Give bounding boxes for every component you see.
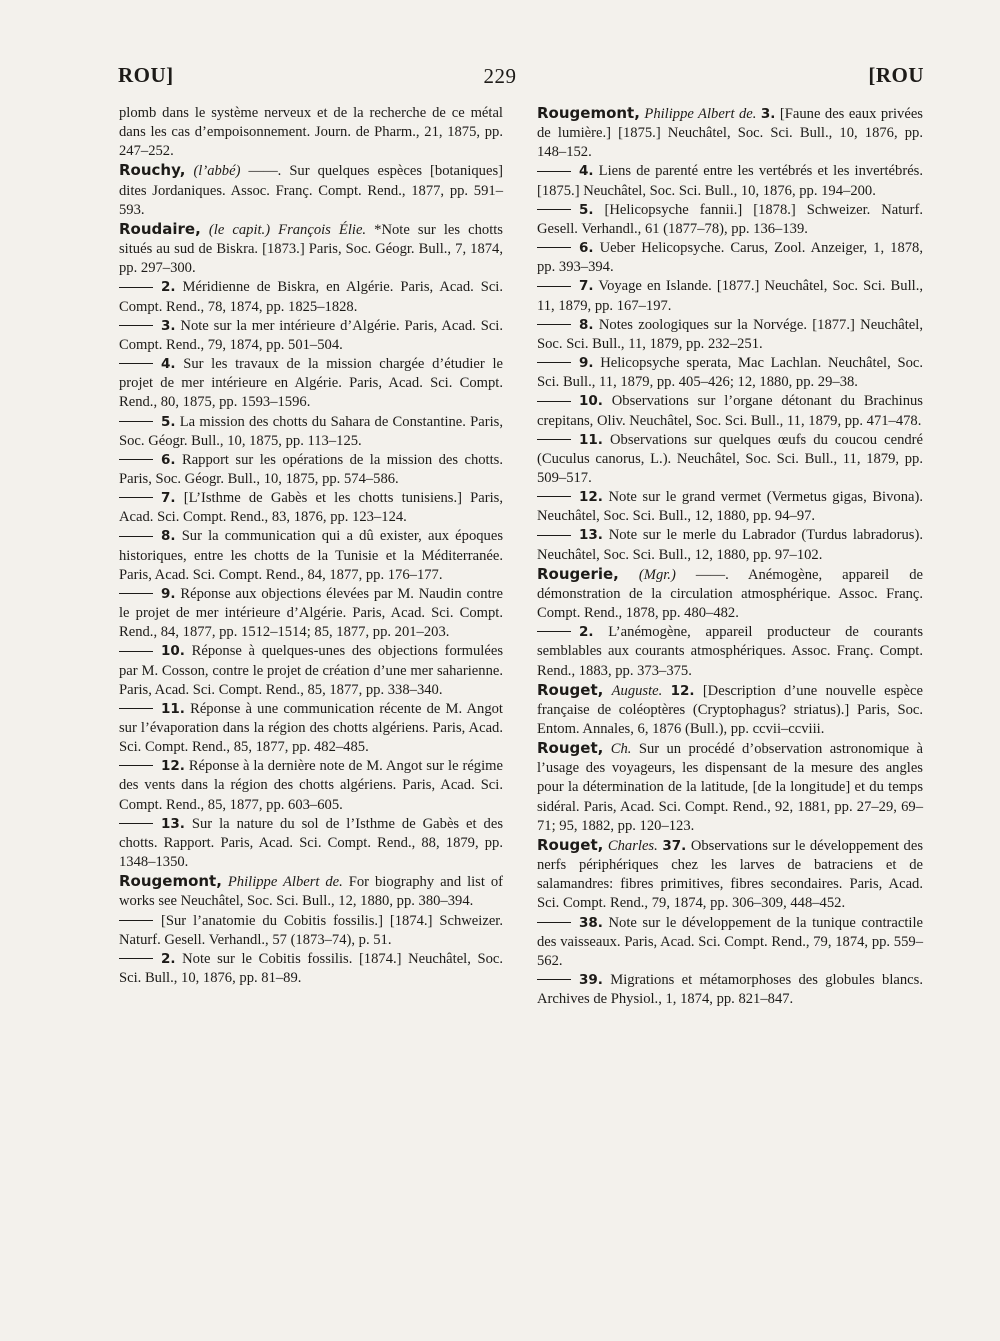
ditto-dash (119, 823, 153, 824)
author-given-name: (l’abbé) (193, 163, 241, 180)
ditto-dash (119, 459, 153, 460)
entry-number: 38. (579, 914, 603, 931)
bibliography-entry (119, 317, 503, 355)
entry-text: Réponse à quelques-unes des objections formulées par M. Cosson, contre le projet de création d’une mer saharienne. Paris, Acad. Sci. Compt. Rend., 85, 1877, pp. 338–340. (119, 643, 503, 698)
entry-text: Sur la communication qui a dû exister, aux époques historiques, entre les chotts de la Tunisie et la Méditerranée. Paris, Acad. Sci. Compt. Rend., 84, 1877, pp. 176–177. (119, 528, 503, 583)
ditto-dash (537, 439, 571, 440)
ditto-dash (537, 979, 571, 980)
bibliography-entry (537, 488, 923, 526)
bibliography-entry (119, 355, 503, 412)
entry-number: 11. (579, 431, 603, 448)
author-given-name: (le capit.) François Élie. (208, 221, 367, 238)
bibliography-entry (119, 451, 503, 489)
author-name: Rougerie, (537, 564, 619, 583)
bibliography-entry (537, 277, 923, 315)
ditto-dash (119, 287, 153, 288)
entry-number: 11. (161, 700, 185, 717)
ditto-dash (119, 651, 153, 652)
entry-text: Liens de parenté entre les vertébrés et les invertébrés. [1875.] Neuchâtel, Soc. Sci. Bull., 10, 1876, pp. 194–200. (537, 163, 923, 199)
bibliography-entry-author (119, 161, 503, 219)
ditto-dash (537, 324, 571, 325)
entry-number: 7. (579, 278, 594, 295)
ditto-dash (119, 421, 153, 422)
entry-text: [Description d’une nouvelle espèce française de coléoptères (Cryptophagus? striatus).] Paris, Soc. Entom. Annales, 6, 1876 (Bull.), pp. ccvii–ccviii. (537, 682, 923, 737)
bibliography-entry (537, 392, 923, 430)
entry-number: 13. (579, 527, 603, 544)
entry-number: 10. (579, 393, 603, 410)
entry-text: Observations sur l’organe détonant du Brachinus crepitans, Oliv. Neuchâtel, Soc. Sci. Bull., 11, 1879, pp. 471–478. (537, 393, 923, 429)
bibliography-entry (119, 815, 503, 872)
ditto-dash (537, 171, 571, 172)
bibliography-entry (537, 431, 923, 488)
bibliography-entry-author (537, 681, 923, 739)
ditto-dash (537, 401, 571, 402)
entry-number: 6. (579, 240, 594, 257)
entry-number: 5. (579, 201, 594, 218)
bibliography-entry-author (537, 565, 923, 623)
author-name: Rouchy, (119, 161, 186, 180)
ditto-dash (119, 708, 153, 709)
entry-number: 8. (579, 316, 594, 333)
entry-text: Observations sur le développement des nerfs périphériques chez les larves de batraciens et de salamandres: fibres primitives, fibres secondaires. Paris, Acad. Sci. Compt. Rend., 79, 1874, pp. 306–309, 448–452. (537, 837, 924, 912)
author-given-name: Charles. (607, 837, 658, 854)
ditto-dash (537, 247, 571, 248)
entry-text: [L’Isthme de Gabès et les chotts tunisiens.] Paris, Acad. Sci. Compt. Rend., 83, 1876, pp. 123–124. (119, 490, 503, 526)
entry-text: ——. Anémogène, appareil de démonstration de la circulation atmosphérique. Assoc. Franç. Compt. Rend., 1878, pp. 480–482. (537, 566, 923, 622)
entry-text: [Helicopsyche fannii.] [1878.] Schweizer. Naturf. Gesell. Verhandl., 61 (1877–78), pp. 136–139. (537, 201, 923, 237)
author-name: Rouget, (537, 739, 604, 758)
bibliography-entry-author (537, 739, 923, 836)
entry-text: [Sur l’anatomie du Cobitis fossilis.] [1874.] Schweizer. Naturf. Gesell. Verhandl., 57 (1873–74), p. 51. (119, 912, 503, 948)
entry-number: 12. (670, 682, 695, 699)
ditto-dash (119, 920, 153, 921)
entry-text: L’anémogène, appareil producteur de courants semblables aux courants atmosphériques. Assoc. Franç. Compt. Rend., 1883, pp. 373–375. (537, 624, 923, 679)
author-given-name: Ch. (610, 741, 632, 758)
bibliography-entry-author (119, 220, 503, 278)
entry-text: Réponse à une communication récente de M. Angot sur l’évaporation dans la région des chotts algériens. Paris, Acad. Sci. Compt. Rend., 85, 1877, pp. 482–485. (119, 700, 503, 756)
entry-text: Note sur le développement de la tunique contractile des vaisseaux. Paris, Acad. Sci. Compt. Rend., 79, 1874, pp. 559–562. (537, 914, 924, 969)
ditto-dash (537, 362, 571, 363)
bibliography-entry (119, 950, 503, 988)
entry-number: 6. (161, 451, 176, 468)
bibliography-entry (119, 413, 503, 451)
entry-text: ——. Sur quelques espèces [botaniques] dites Jordaniques. Assoc. Franç. Compt. Rend., 1877, pp. 591–593. (119, 163, 503, 218)
ditto-dash (119, 593, 153, 594)
entry-text: Méridienne de Biskra, en Algérie. Paris, Acad. Sci. Compt. Rend., 78, 1874, pp. 1825–1828. (119, 279, 503, 315)
bibliography-entry (537, 239, 923, 277)
page-number: 229 (483, 64, 517, 88)
bibliography-continuation (119, 104, 503, 161)
entry-number: 13. (161, 815, 185, 832)
entry-number: 9. (579, 355, 594, 372)
author-name: Roudaire, (119, 219, 201, 238)
ditto-dash (119, 536, 153, 537)
entry-number: 8. (161, 528, 176, 545)
entry-number: 2. (579, 624, 594, 641)
bibliography-entry (119, 642, 503, 699)
entry-text: Voyage en Islande. [1877.] Neuchâtel, Soc. Sci. Bull., 11, 1879, pp. 167–197. (537, 278, 923, 314)
ditto-dash (537, 209, 571, 210)
entry-number: 7. (161, 490, 176, 507)
entry-text: Notes zoologiques sur la Norvége. [1877.] Neuchâtel, Soc. Sci. Bull., 11, 1879, pp. 232–251. (537, 316, 923, 352)
ditto-dash (537, 535, 571, 536)
running-head-left: ROU] (118, 63, 174, 87)
entry-number: 37. (662, 837, 687, 854)
entry-number: 3. (161, 317, 176, 334)
entry-text: La mission des chotts du Sahara de Constantine. Paris, Soc. Géogr. Bull., 10, 1875, pp. 113–125. (119, 413, 503, 449)
bibliography-entry (537, 914, 923, 971)
bibliography-entry (537, 316, 923, 354)
entry-number: 4. (161, 356, 176, 373)
bibliography-entry (537, 162, 923, 200)
ditto-dash (119, 958, 153, 959)
entry-text: Réponse aux objections élevées par M. Naudin contre le projet de mer intérieure d’Algérie. Paris, Acad. Sci. Compt. Rend., 84, 1877, pp. 1512–1514; 85, 1877, pp. 201–203. (119, 585, 503, 641)
entry-text: Observations sur quelques œufs du coucou cendré (Cuculus canorus, L.). Neuchâtel, Soc. Sci. Bull., 11, 1879, pp. 509–517. (537, 431, 924, 486)
ditto-dash (119, 325, 153, 326)
bibliography-entry (119, 700, 503, 757)
author-name: Rougemont, (537, 104, 640, 122)
entry-number: 2. (161, 279, 176, 296)
ditto-dash (537, 631, 571, 632)
entry-number: 4. (579, 163, 594, 180)
bibliography-entry (537, 526, 923, 564)
entry-number: 12. (161, 758, 185, 775)
entry-number: 5. (161, 413, 176, 430)
entry-text: *Note sur les chotts situés au sud de Biskra. [1873.] Paris, Soc. Géogr. Bull., 7, 1874, pp. 297–300. (119, 221, 503, 277)
bibliography-entry (537, 201, 923, 239)
entry-text: Réponse à la dernière note de M. Angot sur le régime des vents dans la région des chotts algériens. Paris, Acad. Sci. Compt. Rend., 85, 1877, pp. 603–605. (119, 758, 503, 813)
entry-text: Helicopsyche sperata, Mac Lachlan. Neuchâtel, Soc. Sci. Bull., 11, 1879, pp. 405–426; 12, 1880, pp. 29–38. (537, 355, 923, 391)
entry-text: Migrations et métamorphoses des globules blancs. Archives de Physiol., 1, 1874, pp. 821–847. (537, 972, 923, 1008)
author-name: Rouget, (537, 680, 604, 699)
entry-text: [Faune des eaux privées de lumière.] [1875.] Neuchâtel, Soc. Sci. Bull., 10, 1876, pp. 148–152. (537, 106, 923, 161)
bibliography-entry (537, 354, 923, 392)
entry-text: For biography and list of works see Neuchâtel, Soc. Sci. Bull., 12, 1880, pp. 380–394. (119, 874, 503, 910)
bibliography-entry (537, 971, 923, 1009)
entry-text: Ueber Helicopsyche. Carus, Zool. Anzeiger, 1, 1878, pp. 393–394. (537, 240, 923, 276)
entry-text: Sur la nature du sol de l’Isthme de Gabès et des chotts. Rapport. Paris, Acad. Sci. Compt. Rend., 88, 1879, pp. 1348–1350. (119, 815, 504, 871)
author-name: Rougemont, (119, 872, 222, 891)
ditto-dash (119, 765, 153, 766)
bibliography-entry (119, 585, 503, 642)
bibliography-entry (119, 489, 503, 527)
entry-text: Note sur la mer intérieure d’Algérie. Paris, Acad. Sci. Compt. Rend., 79, 1874, pp. 501–504. (119, 317, 503, 353)
entry-text: Note sur le Cobitis fossilis. [1874.] Neuchâtel, Soc. Sci. Bull., 10, 1876, pp. 81–89. (119, 950, 503, 987)
left-column (119, 104, 503, 988)
entry-text: Note sur le merle du Labrador (Turdus labradorus). Neuchâtel, Soc. Sci. Bull., 12, 1880, pp. 97–102. (537, 527, 923, 563)
right-column (537, 104, 923, 1009)
entry-text: plomb dans le système nerveux et de la recherche de ce métal dans les cas d’empoisonnement. Journ. de Pharm., 21, 1875, pp. 247–252. (119, 105, 503, 160)
entry-number: 9. (161, 585, 176, 602)
entry-number: 39. (579, 972, 603, 989)
bibliography-entry (537, 623, 923, 680)
entry-text: Sur les travaux de la mission chargée d’étudier le projet de mer intérieure en Algérie. Paris, Acad. Sci. Compt. Rend., 80, 1875, pp. 1593–1596. (119, 356, 503, 411)
entry-text: Note sur le grand vermet (Vermetus gigas, Bivona). Neuchâtel, Soc. Sci. Bull., 12, 1880, pp. 94–97. (537, 489, 923, 525)
bibliography-entry-author (119, 872, 503, 911)
author-given-name: Auguste. (611, 682, 663, 699)
author-given-name: (Mgr.) (638, 566, 676, 583)
running-head-right: [ROU (868, 63, 924, 87)
ditto-dash (537, 496, 571, 497)
author-given-name: Philippe Albert de. (644, 106, 757, 122)
bibliography-entry-author (537, 104, 923, 162)
ditto-dash (537, 922, 571, 923)
entry-number: 2. (161, 950, 176, 967)
author-name: Rouget, (537, 835, 604, 854)
bibliography-entry (119, 278, 503, 316)
author-given-name: Philippe Albert de. (227, 874, 343, 891)
bibliography-entry-author (537, 836, 923, 914)
ditto-dash (537, 286, 571, 287)
bibliography-entry (119, 527, 503, 584)
bibliography-entry (119, 757, 503, 814)
ditto-dash (119, 363, 153, 364)
entry-number: 12. (579, 489, 603, 506)
ditto-dash (119, 497, 153, 498)
entry-number: 3. (760, 106, 776, 122)
bibliography-entry (119, 912, 503, 950)
entry-text: Sur un procédé d’observation astronomique à l’usage des voyageurs, les dispensant de la mesure des angles pour la détermination de la latitude, [de la longitude] et du temps sidéral. Paris, Acad. Sci. Compt. Rend., 92, 1881, pp. 27–29, 69–71; 95, 1882, pp. 120–123. (537, 741, 924, 834)
entry-number: 10. (161, 643, 185, 660)
entry-text: Rapport sur les opérations de la mission des chotts. Paris, Soc. Géogr. Bull., 10, 1875, pp. 574–586. (119, 451, 503, 487)
